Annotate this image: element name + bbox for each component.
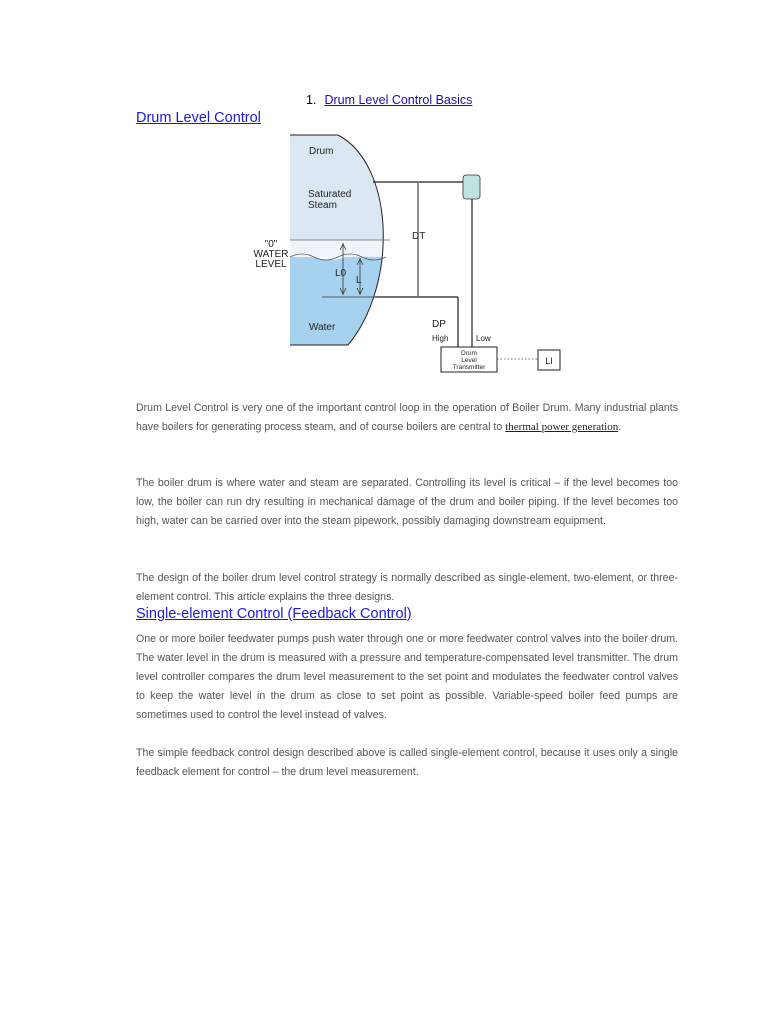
label-transmitter-2: Level <box>461 357 477 364</box>
label-zero: "0" <box>264 239 278 250</box>
label-l0: L0 <box>335 268 347 279</box>
label-low: Low <box>476 334 491 343</box>
label-water: Water <box>309 322 336 333</box>
label-drum: Drum <box>309 146 334 157</box>
label-transmitter-1: Drum <box>461 350 477 357</box>
label-high: High <box>432 334 449 343</box>
paragraph-single-element: One or more boiler feedwater pumps push water through one or more feedwater control valves into the boiler drum. The water level in the drum is measured with a pressure and temperature-compensated level transmitter. The drum level controller compares the drum level measurement to the set point and modulates the feedwater control valves to keep the water level in the drum as close to set point as possible. Variable-speed boiler feed pumps are sometimes used to control the level instead of valves. <box>136 633 678 721</box>
paragraph-feedback-design: The simple feedback control design described above is called single-element control, because it uses only a single feedback element for control – the drum level measurement. <box>136 747 678 778</box>
label-water-level-2: LEVEL <box>255 259 287 270</box>
label-steam: Steam <box>308 200 337 211</box>
drum-level-diagram <box>0 125 768 415</box>
label-water-level-1: WATER <box>253 249 289 260</box>
label-transmitter-3: Transmitter <box>452 364 486 371</box>
paragraph-boiler-drum: The boiler drum is where water and steam are separated. Controlling its level is critical – if the level becomes too low, the boiler can run dry resulting in mechanical damage of the drum and boiler piping. If the level becomes too high, water can be carried over into the steam pipework, possibly damaging downstream equipment. <box>136 477 678 527</box>
paragraph-intro <box>136 399 678 437</box>
paragraph-design: The design of the boiler drum level control strategy is normally described as single-element, two-element, or three-element control. This article explains the three designs. <box>136 572 678 603</box>
label-li: LI <box>545 356 553 366</box>
label-dt: DT <box>412 231 426 242</box>
toc-number: 1. <box>306 93 317 107</box>
section-heading-single-element-control[interactable]: Single-element Control (Feedback Control) <box>136 606 412 622</box>
link-thermal-power-generation[interactable]: thermal power generation <box>505 421 619 433</box>
paragraph-intro-text: Drum Level Control is very one of the important control loop in the operation of Boiler Drum. Many industrial plants have boilers for generating process steam, and of course boilers are central to <box>136 402 678 433</box>
label-dp: DP <box>432 319 446 330</box>
label-saturated: Saturated <box>308 189 352 200</box>
steam-region <box>285 130 405 240</box>
condensate-pot <box>463 175 480 199</box>
label-l: L <box>356 275 362 286</box>
toc-link-drum-level-control-basics[interactable]: Drum Level Control Basics <box>324 93 473 107</box>
toc-item <box>306 93 472 107</box>
paragraph-intro-end: . <box>618 421 622 433</box>
section-heading-drum-level-control[interactable]: Drum Level Control <box>136 110 261 126</box>
